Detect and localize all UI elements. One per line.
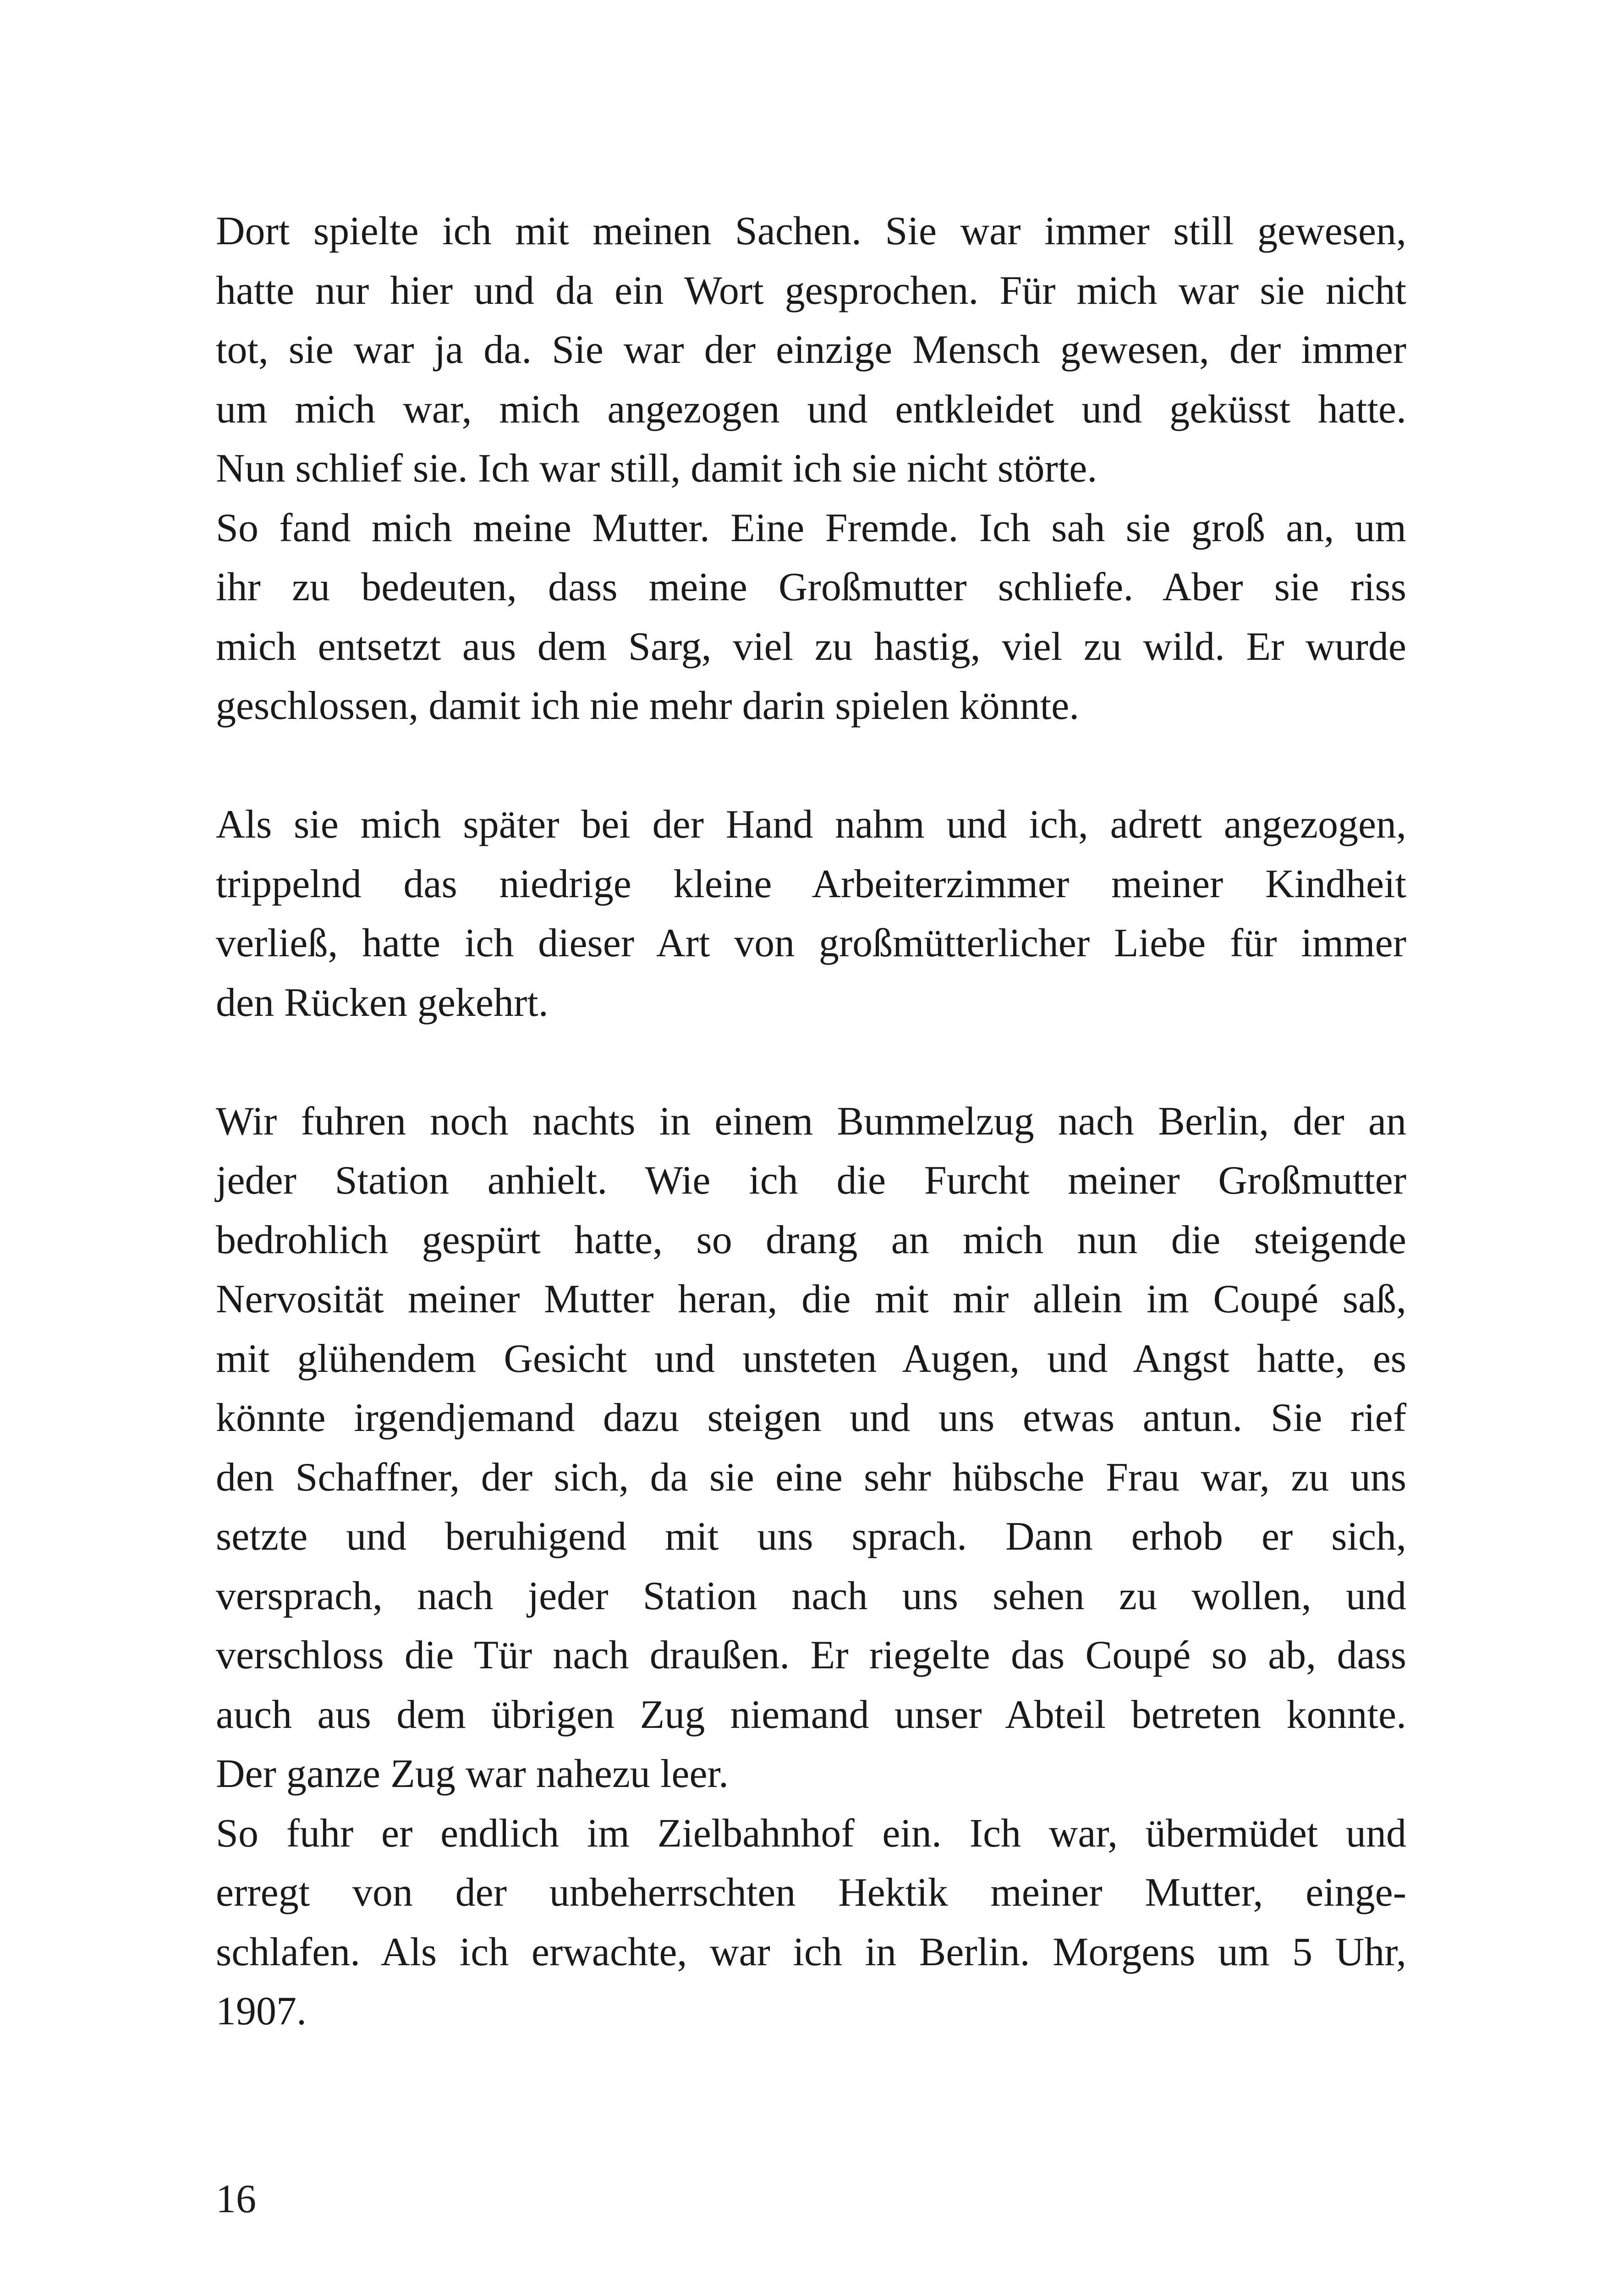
text-line: den Schaffner, der sich, da sie eine sehr hübsche Frau war, zu uns bbox=[216, 1455, 1406, 1500]
text-line: hatte nur hier und da ein Wort gesprochen. Für mich war sie nicht bbox=[216, 268, 1406, 313]
paragraph-2 bbox=[216, 499, 1406, 736]
text-line: auch aus dem übrigen Zug niemand unser Abteil betreten konnte. bbox=[216, 1692, 1406, 1737]
text-line: um mich war, mich angezogen und entkleidet und geküsst hatte. bbox=[216, 387, 1406, 432]
text-line: Nervosität meiner Mutter heran, die mit mir allein im Coupé saß, bbox=[216, 1277, 1406, 1321]
text-line: könnte irgendjemand dazu steigen und uns etwas antun. Sie rief bbox=[216, 1396, 1406, 1440]
body-text bbox=[216, 202, 1406, 2041]
text-line: Wir fuhren noch nachts in einem Bummelzug nach Berlin, der an bbox=[216, 1099, 1406, 1144]
text-line: verließ, hatte ich dieser Art von großmütterlicher Liebe für immer bbox=[216, 921, 1406, 965]
text-line: jeder Station anhielt. Wie ich die Furcht meiner Großmutter bbox=[216, 1158, 1406, 1203]
paragraph-1 bbox=[216, 202, 1406, 499]
text-line: mich entsetzt aus dem Sarg, viel zu hastig, viel zu wild. Er wurde bbox=[216, 624, 1406, 669]
paragraph-gap bbox=[216, 736, 1406, 795]
text-line: verschloss die Tür nach draußen. Er riegelte das Coupé so ab, dass bbox=[216, 1633, 1406, 1677]
text-line: Dort spielte ich mit meinen Sachen. Sie war immer still gewesen, bbox=[216, 209, 1406, 253]
paragraph-5 bbox=[216, 1804, 1406, 2041]
text-line: trippelnd das niedrige kleine Arbeiterzimmer meiner Kindheit bbox=[216, 861, 1406, 906]
text-line: So fuhr er endlich im Zielbahnhof ein. Ich war, übermüdet und bbox=[216, 1811, 1406, 1856]
text-line: 1907. bbox=[216, 1989, 307, 2033]
text-line: erregt von der unbeherrschten Hektik meiner Mutter, einge- bbox=[216, 1870, 1406, 1915]
page-number: 16 bbox=[216, 2177, 256, 2221]
paragraph-3 bbox=[216, 795, 1406, 1032]
text-line: versprach, nach jeder Station nach uns sehen zu wollen, und bbox=[216, 1573, 1406, 1618]
text-line: bedrohlich gespürt hatte, so drang an mich nun die steigende bbox=[216, 1217, 1406, 1262]
text-line: ihr zu bedeuten, dass meine Großmutter schliefe. Aber sie riss bbox=[216, 565, 1406, 609]
text-line: schlafen. Als ich erwachte, war ich in Berlin. Morgens um 5 Uhr, bbox=[216, 1929, 1406, 1974]
text-line: So fand mich meine Mutter. Eine Fremde. Ich sah sie groß an, um bbox=[216, 505, 1406, 550]
text-line: Als sie mich später bei der Hand nahm und ich, adrett angezogen, bbox=[216, 802, 1406, 847]
text-line: Nun schlief sie. Ich war still, damit ich sie nicht störte. bbox=[216, 446, 1097, 491]
text-line: den Rücken gekehrt. bbox=[216, 980, 549, 1025]
text-line: Der ganze Zug war nahezu leer. bbox=[216, 1752, 729, 1796]
text-line: mit glühendem Gesicht und unsteten Augen, und Angst hatte, es bbox=[216, 1336, 1406, 1381]
text-line: geschlossen, damit ich nie mehr darin spielen könnte. bbox=[216, 684, 1080, 728]
text-line: setzte und beruhigend mit uns sprach. Dann erhob er sich, bbox=[216, 1514, 1406, 1559]
text-line: tot, sie war ja da. Sie war der einzige Mensch gewesen, der immer bbox=[216, 328, 1406, 372]
paragraph-4 bbox=[216, 1092, 1406, 1804]
paragraph-gap bbox=[216, 1032, 1406, 1092]
